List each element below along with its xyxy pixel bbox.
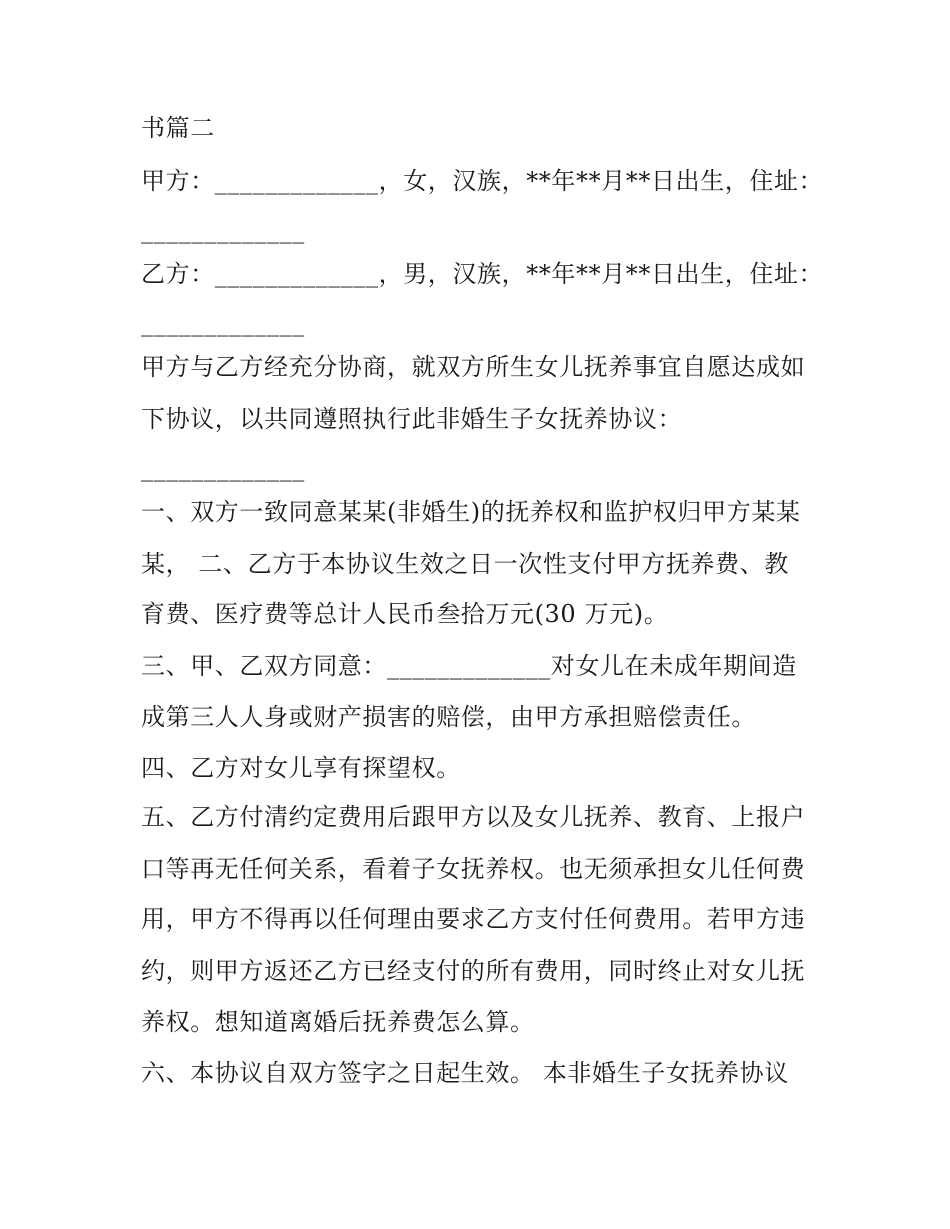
clause-4-line: 四、乙方对女儿享有探望权。 bbox=[141, 754, 461, 782]
clause-5-line-5: 养权。想知道离婚后抚养费怎么算。 bbox=[141, 1008, 535, 1036]
clause-3-line-1: 三、甲、乙双方同意：_____________对女儿在未成年期间造 bbox=[141, 652, 797, 680]
party-b-address-blank: _____________ bbox=[141, 309, 305, 337]
clause-3-line-2: 成第三人人身或财产损害的赔偿，由甲方承担赔偿责任。 bbox=[141, 703, 756, 731]
clause-2-line-end: 育费、医疗费等总计人民币叁拾万元(30 万元)。 bbox=[141, 600, 669, 628]
party-a-address-blank: _____________ bbox=[141, 216, 305, 244]
preamble-blank: _____________ bbox=[141, 454, 305, 482]
clause-1-line-2: 某， 二、乙方于本协议生效之日一次性支付甲方抚养费、教 bbox=[141, 550, 789, 578]
clause-6-line: 六、本协议自双方签字之日起生效。 本非婚生子女抚养协议 bbox=[141, 1059, 789, 1087]
clause-1-line-1: 一、双方一致同意某某(非婚生)的抚养权和监护权归甲方某某 bbox=[141, 498, 801, 526]
preamble-line-1: 甲方与乙方经充分协商，就双方所生女儿抚养事宜自愿达成如 bbox=[141, 353, 806, 381]
party-b-line: 乙方：_____________，男，汉族，**年**月**日出生，住址： bbox=[141, 260, 824, 288]
clause-5-line-4: 约，则甲方返还乙方已经支付的所有费用，同时终止对女儿抚 bbox=[141, 957, 806, 985]
party-a-line: 甲方：_____________，女，汉族，**年**月**日出生，住址： bbox=[141, 167, 824, 195]
clause-5-line-1: 五、乙方付清约定费用后跟甲方以及女儿抚养、教育、上报户 bbox=[141, 803, 806, 831]
clause-5-line-2: 口等再无任何关系，看着子女抚养权。也无须承担女儿任何费 bbox=[141, 855, 806, 883]
preamble-line-2: 下协议，以共同遵照执行此非婚生子女抚养协议： bbox=[141, 405, 683, 433]
section-heading: 书篇二 bbox=[141, 114, 215, 142]
clause-5-line-3: 用，甲方不得再以任何理由要求乙方支付任何费用。若甲方违 bbox=[141, 905, 806, 933]
